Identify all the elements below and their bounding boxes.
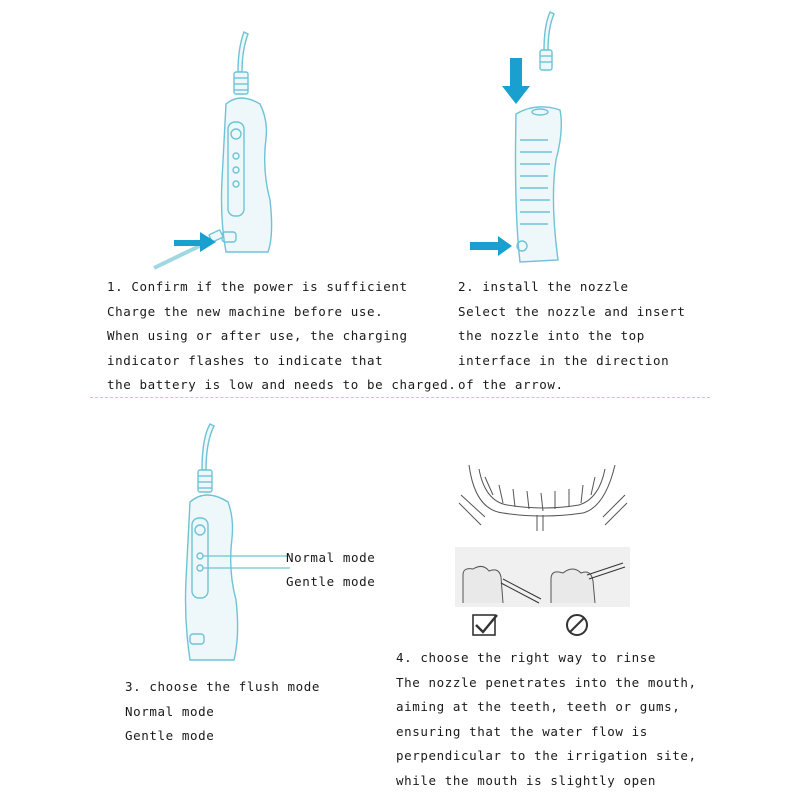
- prohibited-icon: [567, 615, 587, 635]
- step-4-line: aiming at the teeth, teeth or gums,: [396, 699, 681, 714]
- step-2-line: Select the nozzle and insert: [458, 303, 686, 319]
- nozzle-collar: [198, 470, 212, 492]
- step-2-line: the nozzle into the top: [458, 328, 645, 343]
- step-4-title: 4. choose the right way to rinse: [396, 650, 657, 665]
- gentle-mode-label: Gentle mode: [286, 574, 376, 589]
- step-4-line: The nozzle penetrates into the mouth,: [396, 674, 697, 690]
- step-3-title: 3. choose the flush mode: [125, 679, 321, 694]
- nozzle-tip: [202, 424, 214, 470]
- step-2-title: 2. install the nozzle: [458, 279, 629, 294]
- section-divider: [90, 397, 710, 398]
- step-1-line: When using or after use, the charging: [107, 328, 408, 343]
- step-1-title: 1. Confirm if the power is sufficient: [107, 279, 408, 294]
- device-body: [222, 98, 272, 252]
- step-2-text: [458, 275, 686, 398]
- step-2-line: interface in the direction: [458, 352, 670, 368]
- step-3-line: Gentle mode: [125, 728, 215, 743]
- insert-arrow-icon: [502, 58, 530, 104]
- step-4-line: ensuring that the water flow is: [396, 723, 648, 739]
- step-1-line: Charge the new machine before use.: [107, 303, 384, 319]
- rinse-illustration: [455, 455, 630, 645]
- device-body: [516, 107, 562, 262]
- side-arrow-icon: [470, 236, 512, 256]
- step-3-line: Normal mode: [125, 703, 215, 719]
- nozzle-tip: [238, 32, 248, 72]
- step-4-text: [396, 646, 697, 793]
- step-1-line: the battery is low and needs to be charged.: [107, 377, 457, 392]
- charging-illustration: [140, 20, 310, 280]
- step-1-text: [107, 275, 456, 398]
- step-3-text: [125, 675, 320, 749]
- tooth-correct: [463, 566, 503, 603]
- step-2-line: of the arrow.: [458, 377, 564, 392]
- device-body: [186, 495, 238, 660]
- step-4-line: while the mouth is slightly open: [396, 772, 657, 788]
- flush-mode-illustration: [170, 420, 290, 670]
- step-4-line: perpendicular to the irrigation site,: [396, 748, 697, 763]
- check-mark-icon: [473, 615, 497, 635]
- step-1-line: indicator flashes to indicate that: [107, 352, 384, 368]
- detached-nozzle: [544, 12, 554, 50]
- normal-mode-label: Normal mode: [286, 550, 376, 565]
- install-nozzle-illustration: [460, 10, 590, 270]
